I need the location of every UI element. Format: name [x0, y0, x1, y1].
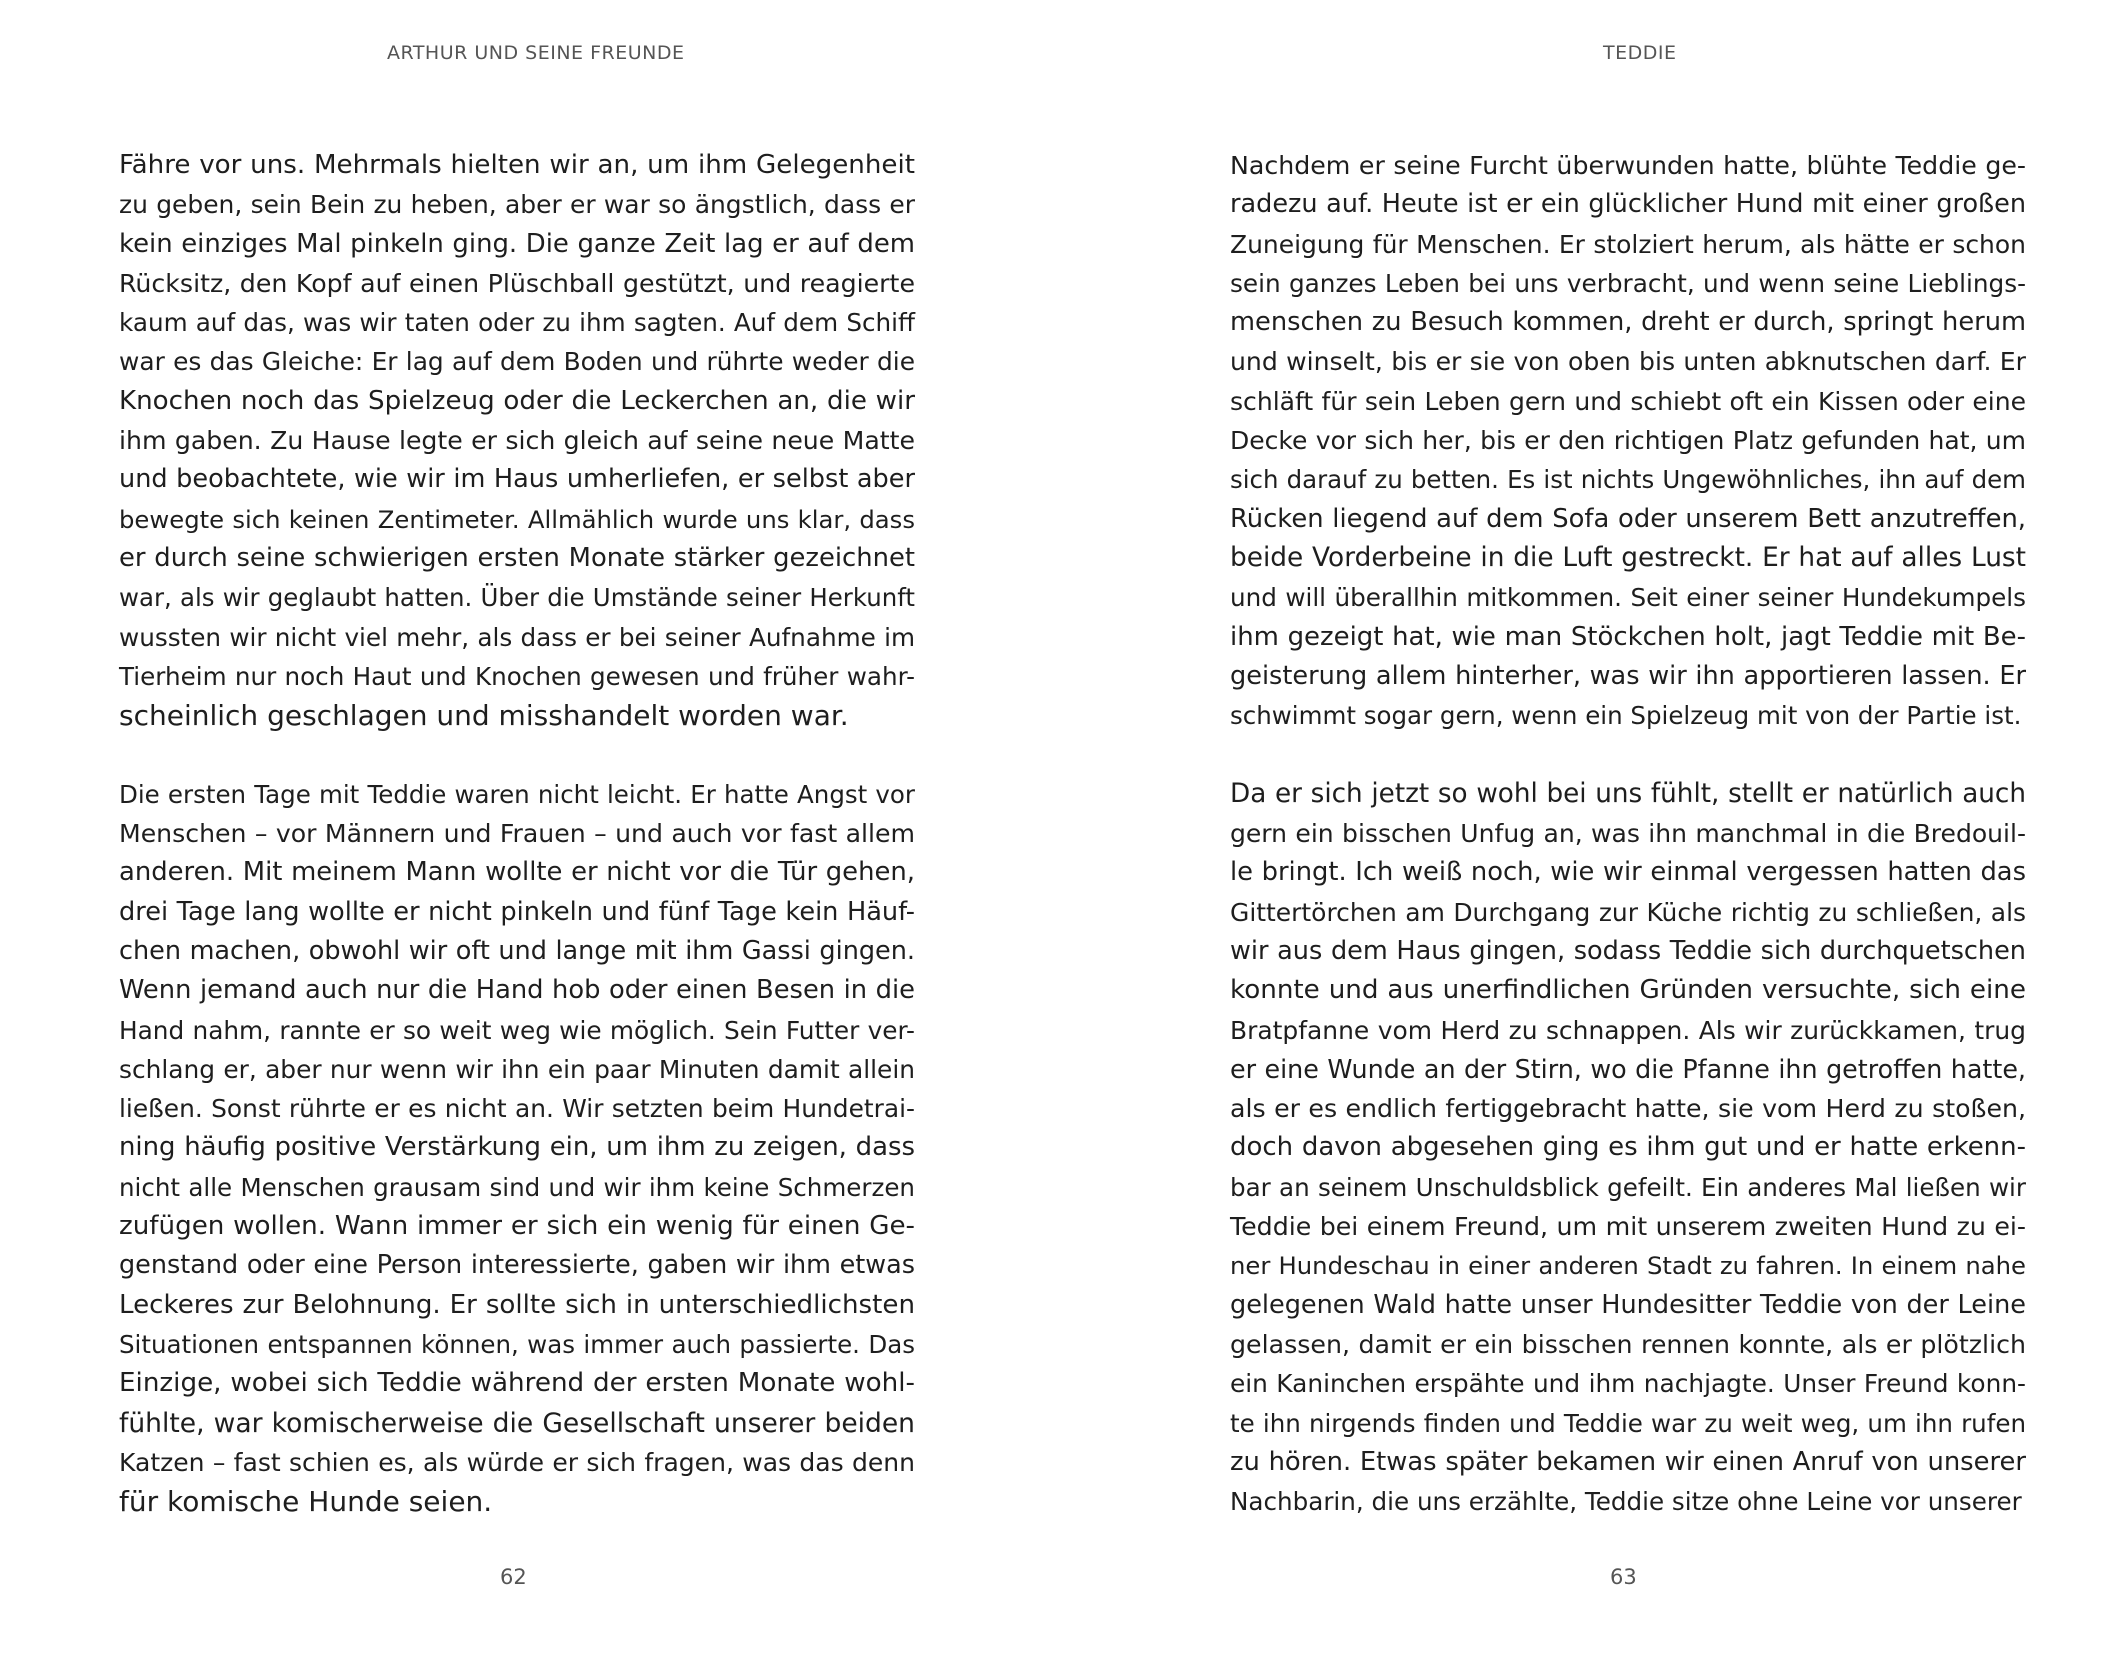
text-line: konnte und aus unerfindlichen Gründen versuchte, sich eine — [1230, 975, 2026, 1006]
text-line: schlang er, aber nur wenn wir ihn ein paar Minuten damit allein — [119, 1054, 915, 1084]
text-line: zu geben, sein Bein zu heben, aber er war so ängstlich, dass er — [119, 190, 915, 220]
text-line: kein einziges Mal pinkeln ging. Die ganze Zeit lag er auf dem — [119, 228, 915, 259]
text-line: Rücksitz, den Kopf auf einen Plüschball gestützt, und reagierte — [119, 268, 915, 298]
text-line: Fähre vor uns. Mehrmals hielten wir an, um ihm Gelegenheit — [119, 150, 915, 180]
text-line: Tierheim nur noch Haut und Knochen gewesen und früher wahr- — [119, 661, 915, 691]
text-line: doch davon abgesehen ging es ihm gut und er hatte erkenn- — [1230, 1132, 2026, 1163]
text-line: Situationen entspannen können, was immer auch passierte. Das — [119, 1329, 915, 1359]
text-line: fühlte, war komischerweise die Gesellschaft unserer beiden — [119, 1407, 915, 1439]
text-line: chen machen, obwohl wir oft und lange mit ihm Gassi gingen. — [119, 935, 915, 966]
text-line: für komische Hunde seien. — [119, 1485, 493, 1519]
text-line: Teddie bei einem Freund, um mit unserem zweiten Hund zu ei- — [1230, 1212, 2026, 1242]
text-line: nicht alle Menschen grausam sind und wir ihm keine Schmerzen — [119, 1172, 915, 1202]
page-number-left: 62 — [500, 1565, 527, 1589]
text-line: ning häufig positive Verstärkung ein, um ihm zu zeigen, dass — [119, 1132, 915, 1163]
text-line: Gittertörchen am Durchgang zur Küche richtig zu schließen, als — [1230, 897, 2026, 927]
text-line: Knochen noch das Spielzeug oder die Leckerchen an, die wir — [119, 385, 915, 416]
text-line: Zuneigung für Menschen. Er stolziert herum, als hätte er schon — [1230, 229, 2026, 259]
text-line: Nachbarin, die uns erzählte, Teddie sitze ohne Leine vor unserer — [1230, 1487, 2022, 1517]
text-line: drei Tage lang wollte er nicht pinkeln und fünf Tage kein Häuf- — [119, 896, 915, 927]
text-line: Einzige, wobei sich Teddie während der ersten Monate wohl- — [119, 1368, 915, 1399]
text-line: Nachdem er seine Furcht überwunden hatte, blühte Teddie ge- — [1230, 151, 2026, 180]
text-line: und winselt, bis er sie von oben bis unten abknutschen darf. Er — [1230, 347, 2026, 377]
paragraph — [1230, 775, 2026, 1522]
paragraph — [119, 775, 915, 1522]
text-line: er durch seine schwierigen ersten Monate stärker gezeichnet — [119, 542, 915, 573]
text-line: kaum auf das, was wir taten oder zu ihm sagten. Auf dem Schiff — [119, 308, 915, 338]
text-line: gelassen, damit er ein bisschen rennen konnte, als er plötzlich — [1230, 1329, 2026, 1359]
text-line: le bringt. Ich weiß noch, wie wir einmal vergessen hatten das — [1230, 857, 2026, 888]
text-line: ihm gaben. Zu Hause legte er sich gleich auf seine neue Matte — [119, 426, 915, 456]
text-line: er eine Wunde an der Stirn, wo die Pfanne ihn getroffen hatte, — [1230, 1053, 2026, 1084]
text-line: beide Vorderbeine in die Luft gestreckt. Er hat auf alles Lust — [1230, 542, 2026, 573]
text-line: wussten wir nicht viel mehr, als dass er bei seiner Aufnahme im — [119, 622, 915, 652]
text-line: als er es endlich fertiggebracht hatte, sie vom Herd zu stoßen, — [1230, 1094, 2026, 1124]
text-line: bar an seinem Unschuldsblick gefeilt. Ein anderes Mal ließen wir — [1230, 1172, 2026, 1202]
text-line: scheinlich geschlagen und misshandelt worden war. — [119, 699, 849, 733]
text-line: war, als wir geglaubt hatten. Über die Umstände seiner Herkunft — [119, 583, 915, 613]
text-line: wir aus dem Haus gingen, sodass Teddie sich durchquetschen — [1230, 935, 2026, 966]
text-line: Leckeres zur Belohnung. Er sollte sich in unterschiedlichsten — [119, 1289, 915, 1320]
text-line: ein Kaninchen erspähte und ihm nachjagte. Unser Freund konn- — [1230, 1369, 2026, 1399]
paragraph — [1230, 146, 2026, 735]
paragraph — [119, 146, 915, 735]
text-line: geisterung allem hinterher, was wir ihn apportieren lassen. Er — [1230, 660, 2026, 691]
text-line: schwimmt sogar gern, wenn ein Spielzeug mit von der Partie ist. — [1230, 701, 2022, 731]
text-line: und beobachtete, wie wir im Haus umherliefen, er selbst aber — [119, 464, 915, 495]
text-line: sein ganzes Leben bei uns verbracht, und wenn seine Lieblings- — [1230, 268, 2026, 298]
text-line: radezu auf. Heute ist er ein glücklicher Hund mit einer großen — [1230, 189, 2026, 220]
text-line: Bratpfanne vom Herd zu schnappen. Als wir zurückkamen, trug — [1230, 1015, 2026, 1045]
text-line: Katzen – fast schien es, als würde er sich fragen, was das denn — [119, 1447, 915, 1477]
paragraph-gap — [119, 735, 915, 774]
text-line: und will überallhin mitkommen. Seit einer seiner Hundekumpels — [1230, 583, 2026, 613]
paragraph-gap — [1230, 735, 2026, 774]
text-line: bewegte sich keinen Zentimeter. Allmählich wurde uns klar, dass — [119, 504, 915, 534]
text-line: Rücken liegend auf dem Sofa oder unserem Bett anzutreffen, — [1230, 503, 2026, 534]
text-line: ließen. Sonst rührte er es nicht an. Wir setzten beim Hundetrai- — [119, 1094, 915, 1124]
running-head-right: TEDDIE — [1603, 42, 1677, 64]
body-text-left — [119, 146, 915, 1521]
right-page — [1063, 0, 2126, 1654]
text-line: Die ersten Tage mit Teddie waren nicht leicht. Er hatte Angst vor — [119, 779, 915, 809]
text-line: gern ein bisschen Unfug an, was ihn manchmal in die Bredouil- — [1230, 819, 2026, 849]
text-line: Decke vor sich her, bis er den richtigen Platz gefunden hat, um — [1230, 426, 2026, 456]
page-number-right: 63 — [1610, 1565, 1637, 1589]
text-line: Da er sich jetzt so wohl bei uns fühlt, stellt er natürlich auch — [1230, 778, 2026, 809]
text-line: Menschen – vor Männern und Frauen – und auch vor fast allem — [119, 819, 915, 849]
text-line: te ihn nirgends finden und Teddie war zu weit weg, um ihn rufen — [1230, 1408, 2026, 1438]
text-line: genstand oder eine Person interessierte, gaben wir ihm etwas — [119, 1250, 915, 1281]
text-line: Hand nahm, rannte er so weit weg wie möglich. Sein Futter ver- — [119, 1015, 915, 1045]
running-head-left: ARTHUR UND SEINE FREUNDE — [387, 42, 685, 64]
text-line: menschen zu Besuch kommen, dreht er durch, springt herum — [1230, 307, 2026, 338]
text-line: anderen. Mit meinem Mann wollte er nicht vor die Tür gehen, — [119, 857, 915, 888]
text-line: Wenn jemand auch nur die Hand hob oder einen Besen in die — [119, 975, 915, 1006]
text-line: schläft für sein Leben gern und schiebt oft ein Kissen oder eine — [1230, 386, 2026, 416]
text-line: gelegenen Wald hatte unser Hundesitter Teddie von der Leine — [1230, 1289, 2026, 1320]
text-line: ner Hundeschau in einer anderen Stadt zu fahren. In einem nahe — [1230, 1251, 2026, 1281]
text-line: sich darauf zu betten. Es ist nichts Ungewöhnliches, ihn auf dem — [1230, 465, 2026, 495]
text-line: zufügen wollen. Wann immer er sich ein wenig für einen Ge- — [119, 1211, 915, 1242]
text-line: ihm gezeigt hat, wie man Stöckchen holt, jagt Teddie mit Be- — [1230, 621, 2026, 652]
text-line: war es das Gleiche: Er lag auf dem Boden und rührte weder die — [119, 347, 915, 377]
body-text-right — [1230, 146, 2026, 1521]
text-line: zu hören. Etwas später bekamen wir einen Anruf von unserer — [1230, 1446, 2026, 1477]
